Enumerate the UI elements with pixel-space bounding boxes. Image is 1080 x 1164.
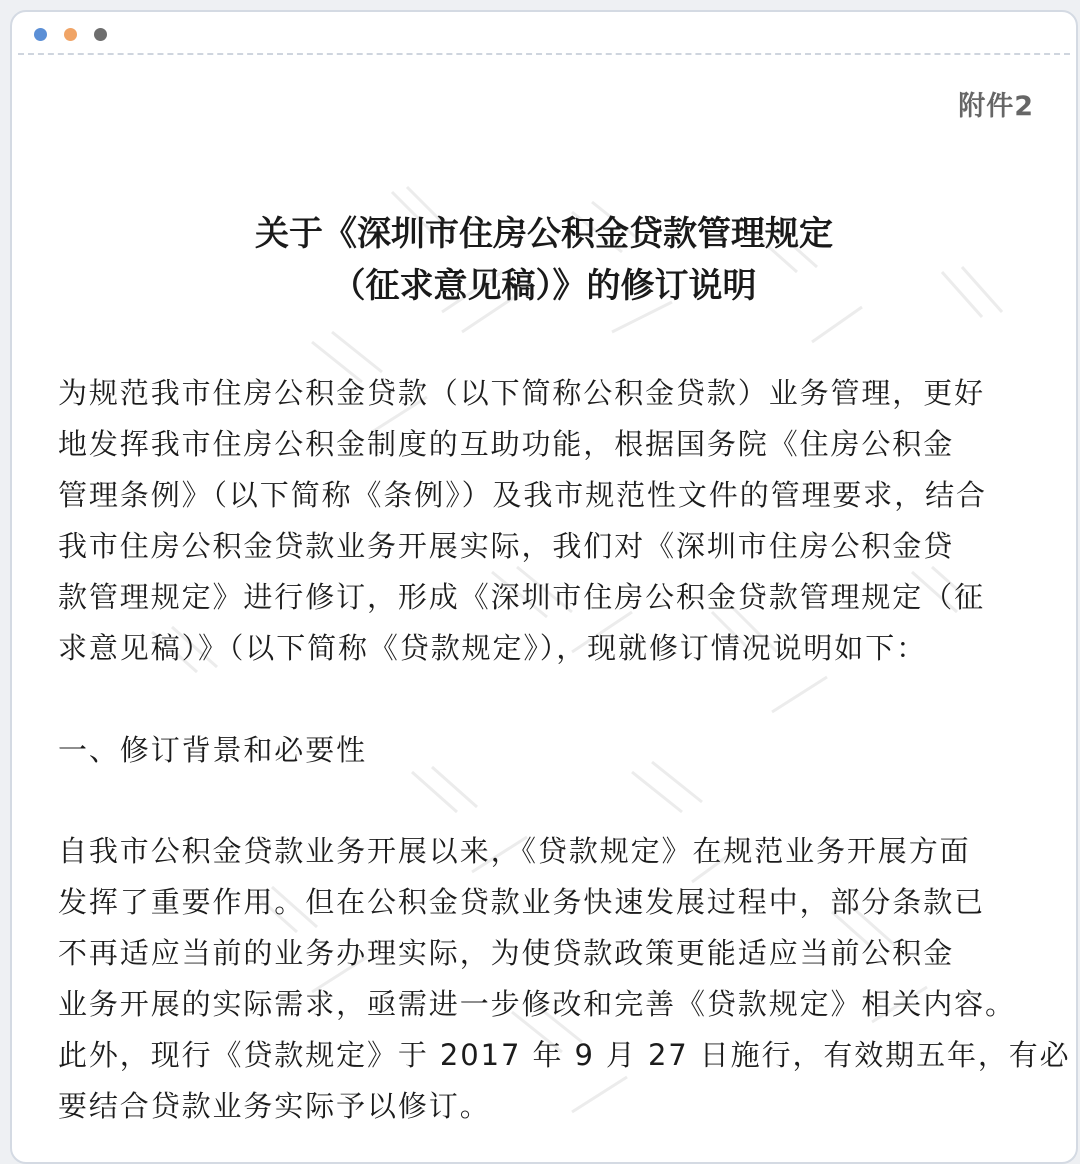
paragraph-line: 此外，现行《贷款规定》于 2017 年 9 月 27 日施行，有效期五年，有必 xyxy=(58,1038,1071,1072)
attachment-label: 附件2 xyxy=(958,91,1034,122)
paragraph-line: 发挥了重要作用。但在公积金贷款业务快速发展过程中，部分条款已 xyxy=(58,885,986,919)
paragraph-line: 我市住房公积金贷款业务开展实际，我们对《深圳市住房公积金贷 xyxy=(58,529,955,563)
paragraph-line: 地发挥我市住房公积金制度的互助功能，根据国务院《住房公积金 xyxy=(58,427,955,461)
paragraph-line: 要结合贷款业务实际予以修订。 xyxy=(58,1089,491,1123)
background-paragraph xyxy=(58,826,1071,1132)
document-window xyxy=(10,10,1078,1164)
paragraph-line: 不再适应当前的业务办理实际，为使贷款政策更能适应当前公积金 xyxy=(58,936,955,970)
paragraph-line: 为规范我市住房公积金贷款（以下简称公积金贷款）业务管理，更好 xyxy=(58,376,986,410)
document-content xyxy=(12,12,1076,1162)
paragraph-line: 管理条例》（以下简称《条例》）及我市规范性文件的管理要求，结合 xyxy=(58,478,987,512)
paragraph-line: 求意见稿）》（以下简称《贷款规定》），现就修订情况说明如下： xyxy=(58,631,928,665)
title-line-1: 关于《深圳市住房公积金贷款管理规定 xyxy=(255,214,833,254)
title-line-2: （征求意见稿）》的修订说明 xyxy=(331,266,757,306)
paragraph-line: 款管理规定》进行修订，形成《深圳市住房公积金贷款管理规定（征 xyxy=(58,580,986,614)
paragraph-line: 业务开展的实际需求，亟需进一步修改和完善《贷款规定》相关内容。 xyxy=(58,987,1016,1021)
intro-paragraph xyxy=(58,368,1030,674)
document-title xyxy=(12,208,1076,312)
paragraph-line: 自我市公积金贷款业务开展以来，《贷款规定》在规范业务开展方面 xyxy=(58,834,971,868)
section-heading-text: 一、修订背景和必要性 xyxy=(58,733,368,767)
section-heading xyxy=(58,725,1030,776)
